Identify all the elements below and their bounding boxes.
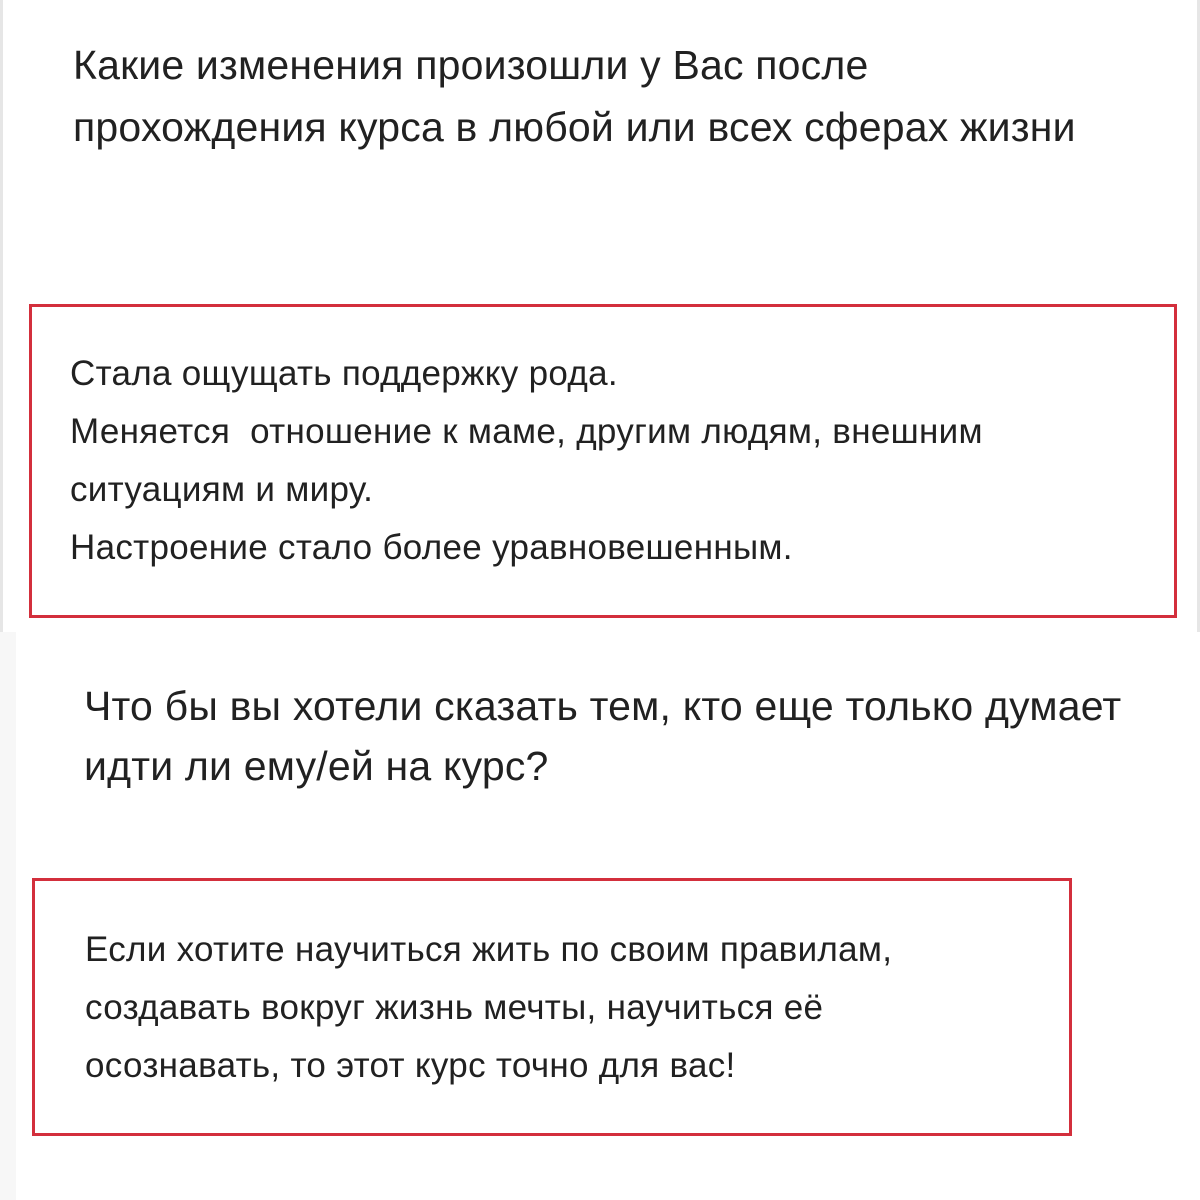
panel-edge [0, 632, 16, 1200]
answer-line: Если хотите научиться жить по своим правилам, [85, 930, 893, 969]
answer-line: Меняется отношение к маме, другим людям, внешним [70, 412, 983, 451]
answer-text-advice [85, 921, 1039, 1095]
answer-line: осознавать, то этот курс точно для вас! [85, 1046, 736, 1085]
answer-box-changes [29, 304, 1177, 618]
answer-line: ситуациям и миру. [70, 470, 374, 509]
answer-box-advice [32, 878, 1072, 1136]
question-advice-for-others: Что бы вы хотели сказать тем, кто еще только думает идти ли ему/ей на курс? [84, 683, 1122, 789]
question-changes-after-course: Какие изменения произошли у Вас после прохождения курса в любой или всех сферах жизни [73, 42, 1076, 150]
answer-line: Стала ощущать поддержку рода. [70, 354, 618, 393]
answer-text-changes [70, 345, 1138, 577]
answer-line: Настроение стало более уравновешенным. [70, 528, 793, 567]
answer-line: создавать вокруг жизнь мечты, научиться её [85, 988, 824, 1027]
